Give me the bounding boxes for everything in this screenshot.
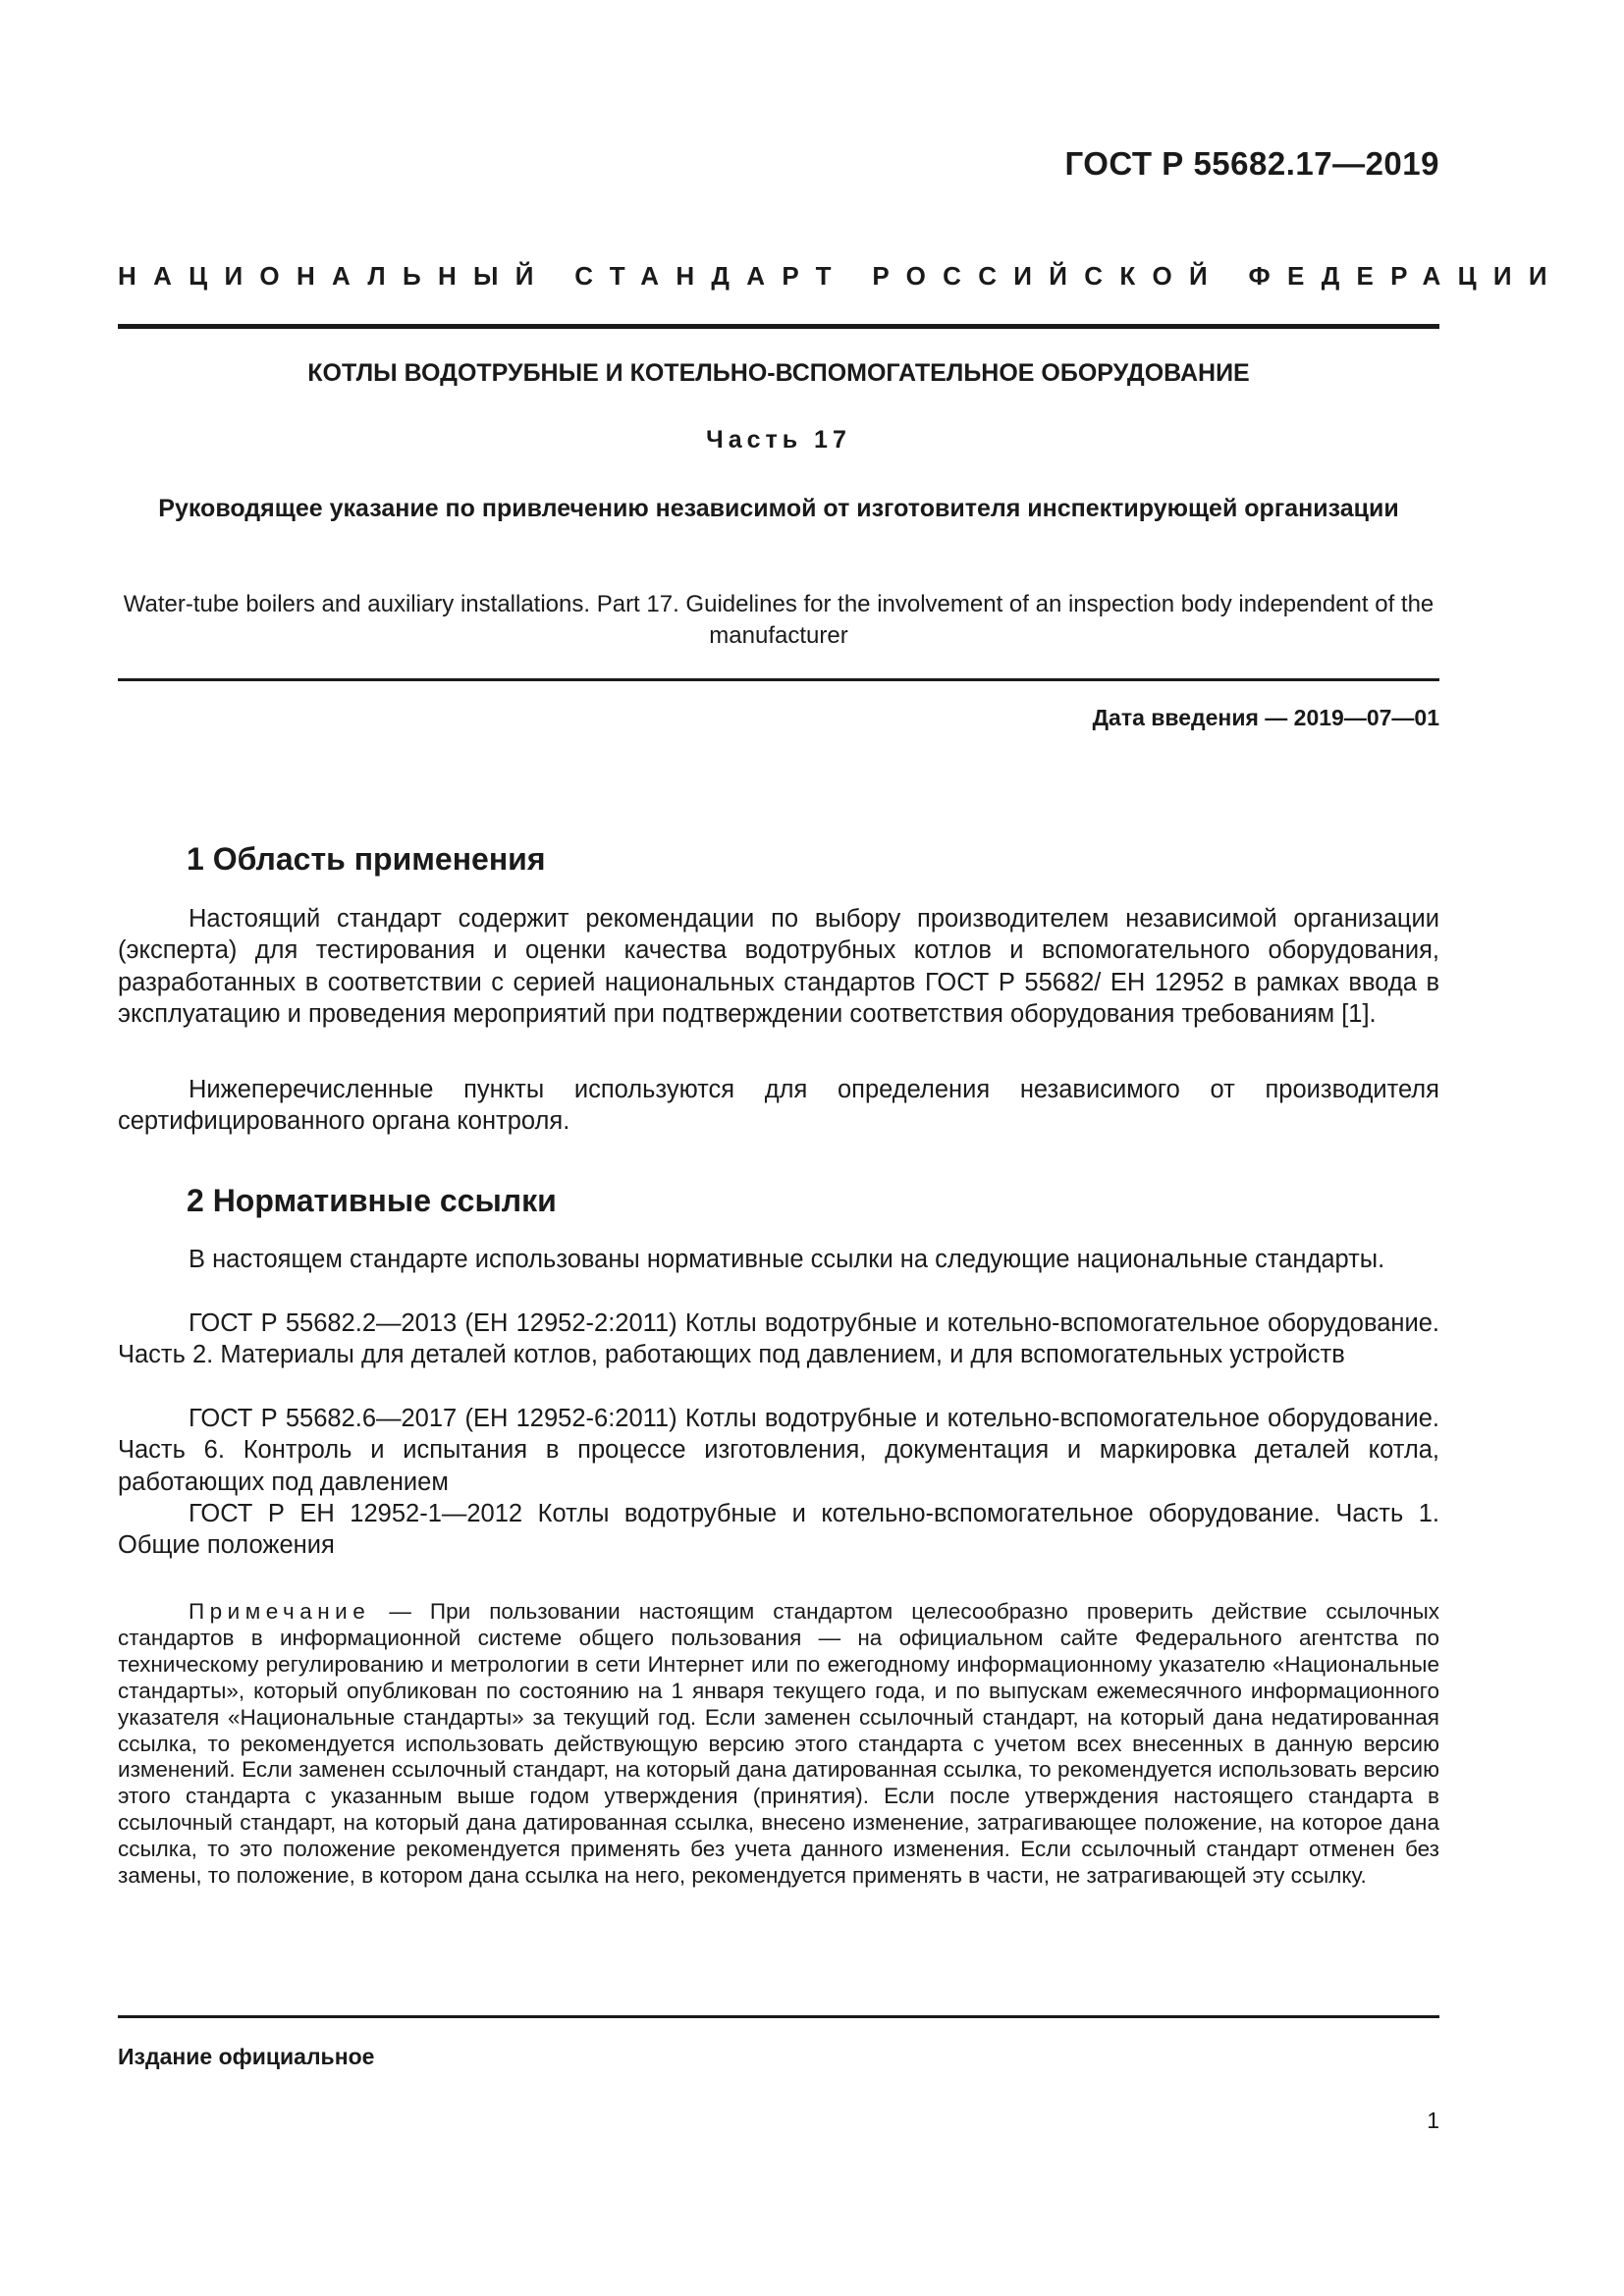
page-number: 1 bbox=[1427, 2108, 1439, 2133]
document-subtitle: Руководящее указание по привлечению независимой от изготовителя инспектирующей организации bbox=[158, 495, 1399, 522]
introduction-date: Дата введения — 2019—07—01 bbox=[1092, 705, 1439, 730]
official-edition-label: Издание официальное bbox=[118, 2044, 375, 2069]
bottom-divider bbox=[118, 2015, 1439, 2018]
scope-paragraph: Нижеперечисленные пункты используются для определения независимого от производителя сертифицированного органа контроля. bbox=[118, 1076, 1439, 1136]
section-heading-normative-references: 2 Нормативные ссылки bbox=[187, 1183, 557, 1218]
title-divider bbox=[118, 678, 1439, 681]
document-code: ГОСТ Р 55682.17—2019 bbox=[1064, 145, 1439, 182]
english-title: Water-tube boilers and auxiliary installations. Part 17. Guidelines for the involvement of an inspection body independent of the manufacturer bbox=[123, 591, 1435, 649]
section-heading-scope: 1 Область применения bbox=[187, 841, 546, 877]
top-divider bbox=[118, 324, 1439, 329]
note-label: Примечание bbox=[189, 1599, 371, 1624]
document-page bbox=[118, 0, 1564, 2296]
reference-item: ГОСТ Р 55682.2—2013 (ЕН 12952-2:2011) Котлы водотрубные и котельно-вспомогательное оборудование. Часть 2. Материалы для деталей котлов, работающих под давлением, и для вспомогательных устройств bbox=[118, 1309, 1439, 1369]
scope-paragraph: Настоящий стандарт содержит рекомендации по выбору производителем независимой организации (эксперта) для тестирования и оценки качества водотрубных котлов и вспомогательного оборудования, разработанных в соответствии с серией национальных стандартов ГОСТ Р 55682/ ЕН 12952 в рамках ввода в эксплуатацию и проведения мероприятий при подтверждении соответствия оборудования требованиям [1]. bbox=[118, 905, 1439, 1028]
national-standard-banner: НАЦИОНАЛЬНЫЙ СТАНДАРТ РОССИЙСКОЙ ФЕДЕРАЦИИ bbox=[118, 261, 1564, 291]
document-title: КОТЛЫ ВОДОТРУБНЫЕ И КОТЕЛЬНО-ВСПОМОГАТЕЛЬНОЕ ОБОРУДОВАНИЕ bbox=[307, 359, 1250, 387]
references-paragraph: В настоящем стандарте использованы нормативные ссылки на следующие национальные стандарты. bbox=[189, 1246, 1385, 1273]
reference-item: ГОСТ Р 55682.6—2017 (ЕН 12952-6:2011) Котлы водотрубные и котельно-вспомогательное оборудование. Часть 6. Контроль и испытания в процессе изготовления, документация и маркировка деталей котла, работающих под давлением bbox=[118, 1405, 1439, 1496]
references-note bbox=[118, 1599, 1439, 1890]
part-number: Часть 17 bbox=[706, 426, 851, 454]
note-text: — При пользовании настоящим стандартом целесообразно проверить действие ссылочных стандартов в информационной системе общего пользования — на официальном сайте Федерального агентства по техническому регулированию и метрологии в сети Интернет или по ежегодному информационному указателю «Национальные стандарты», который опубликован по состоянию на 1 января текущего года, и по выпускам ежемесячного информационного указателя «Национальные стандарты» за текущий год. Если заменен ссылочный стандарт, на который дана недатированная ссылка, то рекомендуется использовать действующую версию этого стандарта с учетом всех внесенных в данную версию изменений. Если заменен ссылочный стандарт, на который дана датированная ссылка, то рекомендуется использовать версию этого стандарта с указанным выше годом утверждения (принятия). Если после утверждения настоящего стандарта в ссылочный стандарт, на который дана датированная ссылка, внесено изменение, затрагивающее положение, на которое дана ссылка, то это положение рекомендуется применять без учета данного изменения. Если ссылочный стандарт отменен без замены, то положение, в котором дана ссылка на него, рекомендуется применять в части, не затрагивающей эту ссылку. bbox=[118, 1599, 1439, 1889]
reference-item: ГОСТ Р ЕН 12952-1—2012 Котлы водотрубные и котельно-вспомогательное оборудование. Часть 1. Общие положения bbox=[118, 1500, 1439, 1560]
